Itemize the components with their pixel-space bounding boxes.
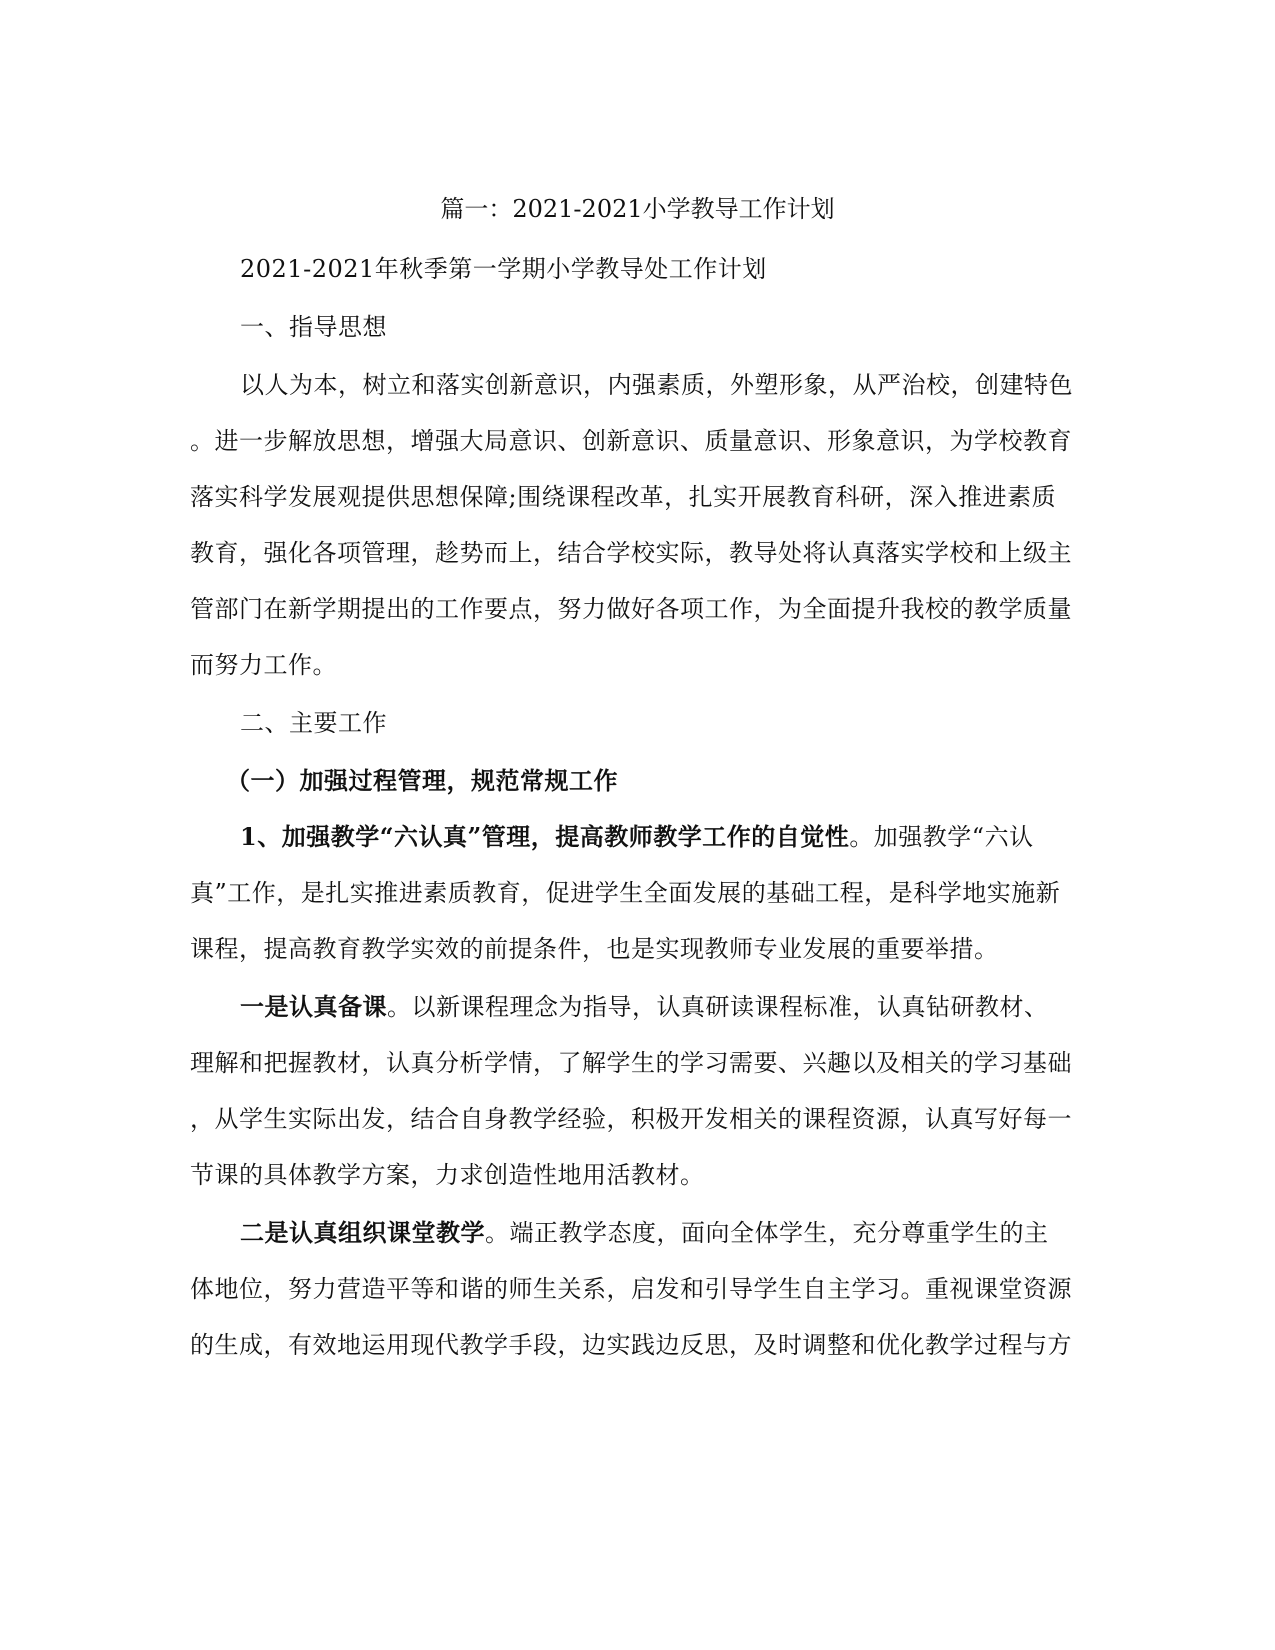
item1-rest-text: 。加强教学“六认 [849,823,1034,851]
paragraph-line: 课程，提高教育教学实效的前提条件，也是实现教师专业发展的重要举措。 [190,935,999,963]
section1-heading: 一、指导思想 [240,313,387,341]
item2-rest-text: 。以新课程理念为指导，认真研读课程标准，认真钻研教材、 [387,993,1049,1021]
paragraph-line: 落实科学发展观提供思想保障;围绕课程改革，扎实开展教育科研，深入推进素质 [190,483,1057,511]
item3-bold-text: 二是认真组织课堂教学 [240,1218,485,1247]
paragraph-line: 以人为本，树立和落实创新意识，内强素质，外塑形象，从严治校，创建特色 [240,371,1073,399]
paragraph-line: 而努力工作。 [190,651,337,679]
paragraph-line: 的生成，有效地运用现代教学手段，边实践边反思，及时调整和优化教学过程与方 [190,1331,1072,1359]
paragraph-line: 真”工作，是扎实推进素质教育，促进学生全面发展的基础工程，是科学地实施新 [190,879,1061,907]
paragraph-line: 理解和把握教材，认真分析学情，了解学生的学习需要、兴趣以及相关的学习基础 [190,1049,1072,1077]
item3-rest-text: 。端正教学态度，面向全体学生，充分尊重学生的主 [485,1219,1049,1247]
document-subtitle: 2021-2021年秋季第一学期小学教导处工作计划 [240,255,767,283]
paragraph-line: 节课的具体教学方案，力求创造性地用活教材。 [190,1161,705,1189]
paragraph-line: ，从学生实际出发，结合自身教学经验，积极开发相关的课程资源，认真写好每一 [190,1105,1072,1133]
item1-first-line [240,822,1140,852]
item2-first-line [240,992,1140,1022]
item3-first-line [240,1218,1140,1248]
paragraph-line: 管部门在新学期提出的工作要点，努力做好各项工作，为全面提升我校的教学质量 [190,595,1072,623]
paragraph-line: 体地位，努力营造平等和谐的师生关系，启发和引导学生自主学习。重视课堂资源 [190,1275,1072,1303]
document-title: 篇一：2021-2021小学教导工作计划 [440,195,835,223]
item1-bold-text: 1、加强教学“六认真”管理，提高教师教学工作的自觉性 [240,822,850,851]
paragraph-line: 。进一步解放思想，增强大局意识、创新意识、质量意识、形象意识，为学校教育 [190,427,1072,455]
sub1-heading: （一）加强过程管理，规范常规工作 [226,766,618,795]
section2-heading: 二、主要工作 [240,709,387,737]
paragraph-line: 教育，强化各项管理，趁势而上，结合学校实际，教导处将认真落实学校和上级主 [190,539,1072,567]
item2-bold-text: 一是认真备课 [240,992,387,1021]
